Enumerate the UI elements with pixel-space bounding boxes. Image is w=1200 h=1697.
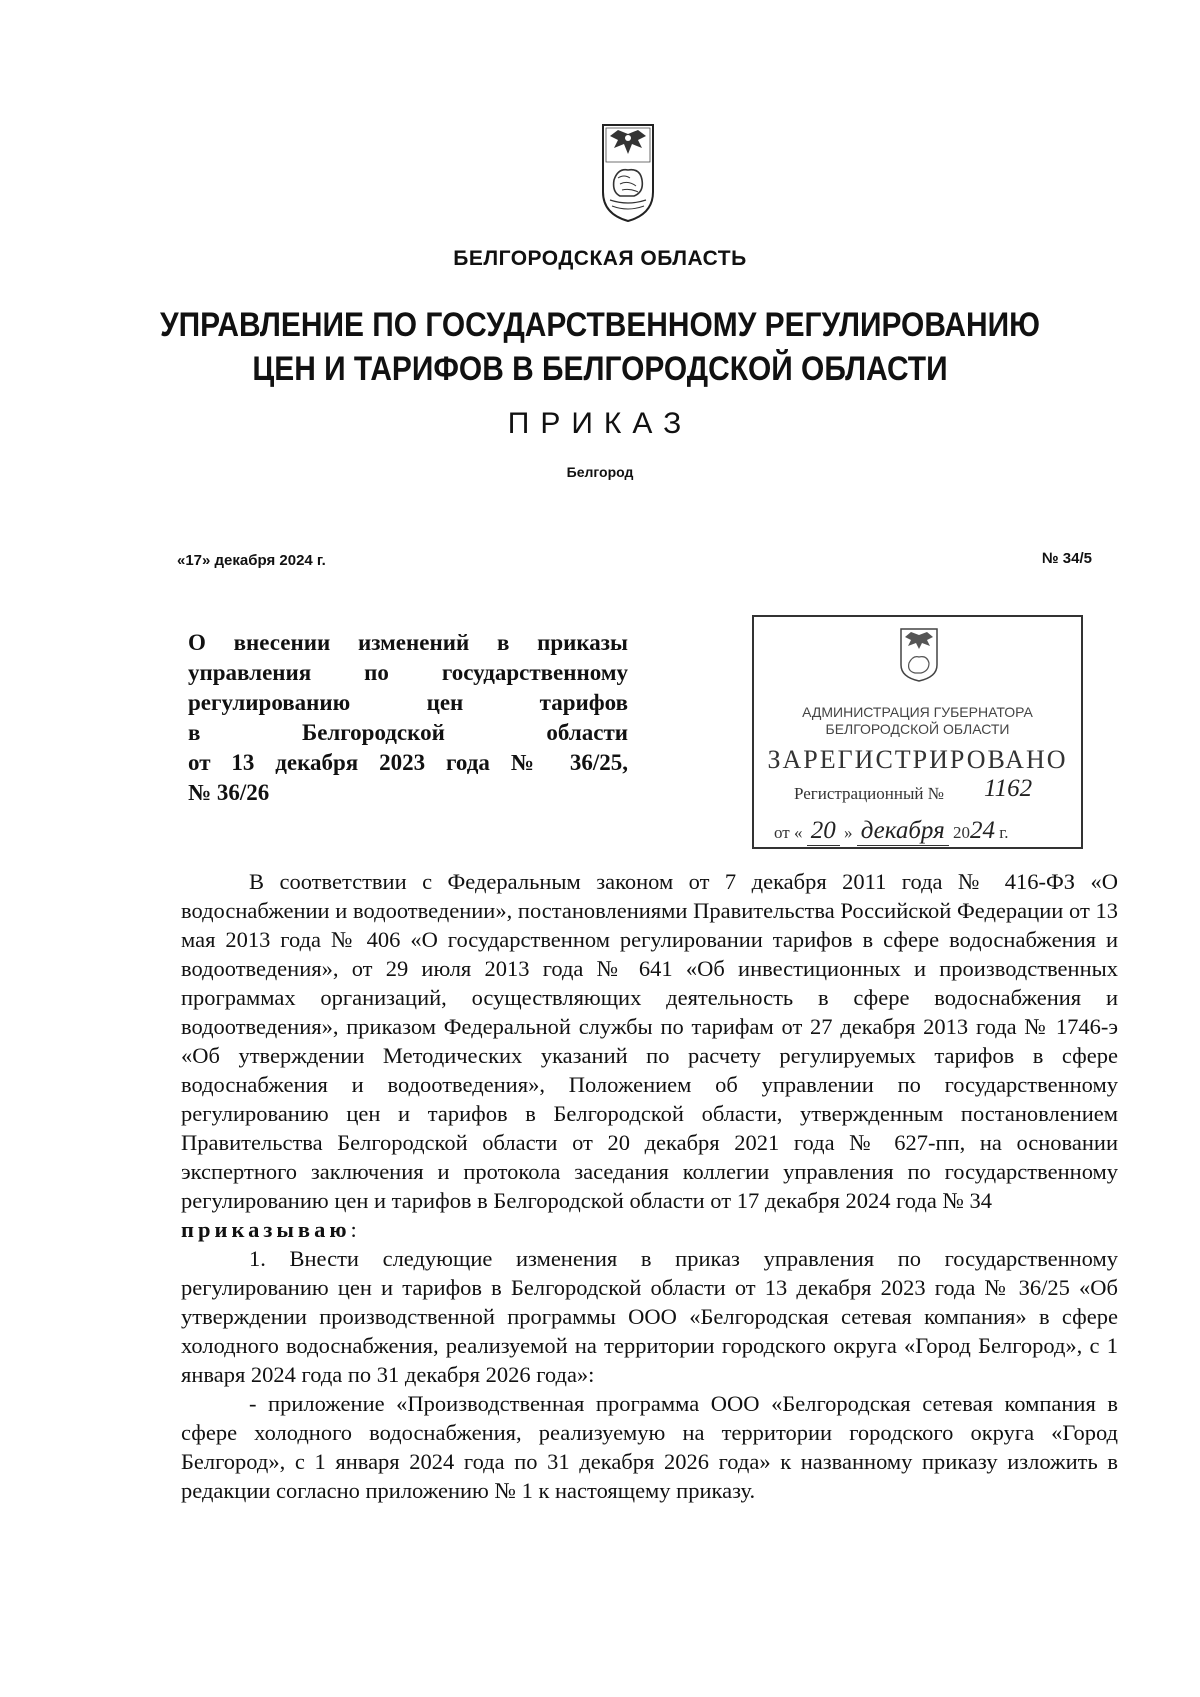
document-date: «17» декабря 2024 г.	[177, 552, 326, 569]
document-type: ПРИКАЗ	[507, 407, 693, 440]
body-paragraph-preamble	[181, 867, 1118, 1244]
stamp-organization	[754, 704, 1081, 738]
stamp-date-mid: »	[843, 823, 853, 842]
stamp-date-suffix: г.	[999, 823, 1009, 842]
city-name: Белгород	[566, 464, 634, 480]
stamp-date-year-prefix: 20	[952, 823, 970, 842]
agency-title-line-1: УПРАВЛЕНИЕ ПО ГОСУДАРСТВЕННОМУ РЕГУЛИРОВАНИЮ	[159, 306, 1041, 344]
subject-line: № 36/26	[188, 780, 270, 805]
stamp-date-day: 20	[807, 817, 840, 846]
preamble-text: В соответствии с Федеральным законом от 7 декабря 2011 года № 416-ФЗ «О водоснабжении и водоотведении», постановлениями Правительства Российской Федерации от 13 мая 2013 года № 406 «О государственном регулировании тарифов в сфере водоснабжения и водоотведения», от 29 июля 2013 года № 641 «Об инвестиционных и производственных программах организаций, осуществляющих деятельность в сфере водоснабжения и водоотведения», приказом Федеральной службы по тарифам от 27 декабря 2013 года № 1746-э «Об утверждении Методических указаний по расчету регулируемых тарифов в сфере водоснабжения и водоотведения», Положением об управлении по государственному регулированию цен и тарифов в Белгородской области, утвержденным постановлением Правительства Белгородской области от 20 декабря 2021 года № 627-пп, на основании экспертного заключения и протокола заседания коллегии управления по государственному регулированию цен и тарифов в Белгородской области от 17 декабря 2024 года № 34	[181, 869, 1118, 1213]
stamp-org-line-1: АДМИНИСТРАЦИЯ ГУБЕРНАТОРА	[802, 704, 1033, 720]
stamp-registration-number-label: Регистрационный №	[794, 784, 944, 803]
agency-title	[72, 303, 1128, 391]
agency-title-line-2: ЦЕН И ТАРИФОВ В БЕЛГОРОДСКОЙ ОБЛАСТИ	[252, 350, 948, 388]
subject-line: регулированию цен тарифов	[188, 690, 628, 715]
stamp-org-line-2: БЕЛГОРОДСКОЙ ОБЛАСТИ	[825, 721, 1010, 737]
document-body	[181, 867, 1118, 1505]
registration-stamp	[752, 615, 1083, 849]
body-paragraph-item-1: 1. Внести следующие изменения в приказ управления по государственному регулированию цен и тарифов в Белгородской области от 13 декабря 2023 года № 36/25 «Об утверждении производственной программы ООО «Белгородская сетевая компания» в сфере холодного водоснабжения, реализуемой на территории городского округа «Город Белгород», с 1 января 2024 года по 31 декабря 2026 года»:	[181, 1246, 1118, 1387]
body-paragraph-item-1-sub: - приложение «Производственная программа ООО «Белгородская сетевая компания в сфере холодного водоснабжения, реализуемую на территории городского округа «Город Белгород», с 1 января 2024 года по 31 декабря 2026 года» к названному приказу изложить в редакции согласно приложению № 1 к настоящему приказу.	[181, 1391, 1118, 1503]
subject-line: от 13 декабря 2023 года № 36/25,	[188, 750, 628, 775]
order-colon: :	[350, 1217, 357, 1242]
document-subject	[188, 628, 628, 808]
stamp-registration-number: 1162	[984, 775, 1033, 802]
coat-of-arms-emblem	[600, 122, 656, 224]
order-word: приказываю	[181, 1217, 351, 1242]
stamp-registration-date	[774, 817, 1009, 846]
stamp-date-prefix: от «	[774, 823, 803, 842]
subject-line: О внесении изменений в приказы	[188, 630, 628, 655]
stamp-registered-label: ЗАРЕГИСТРИРОВАНО	[767, 745, 1068, 774]
subject-line: управления по государственному	[188, 660, 628, 685]
stamp-date-month: декабря	[857, 817, 949, 846]
document-number: № 34/5	[1041, 550, 1092, 567]
stamp-emblem-icon	[899, 627, 939, 683]
subject-line: в Белгородской области	[188, 720, 628, 745]
region-name: БЕЛГОРОДСКАЯ ОБЛАСТЬ	[453, 247, 747, 270]
stamp-date-year-suffix: 24	[969, 817, 995, 844]
